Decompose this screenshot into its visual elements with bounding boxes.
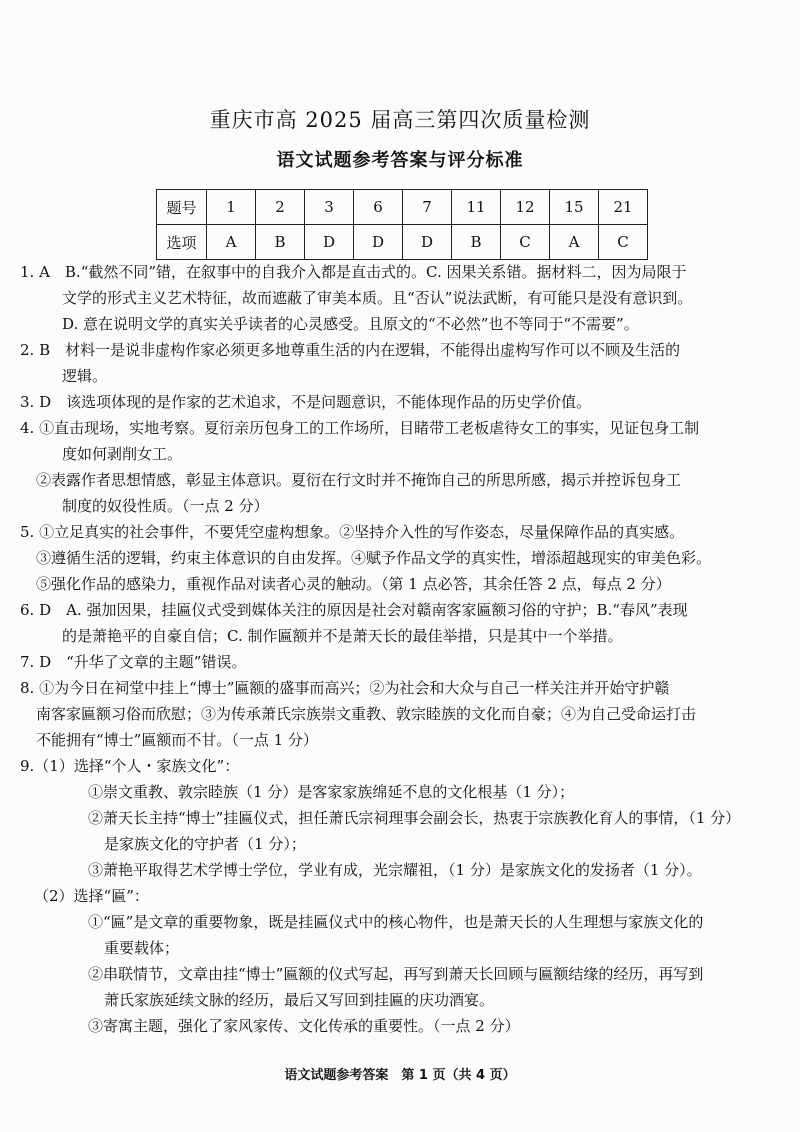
answer-line: 南客家匾额习俗而欣慰；③为传承萧氏宗族崇文重教、敦宗睦族的文化而自豪；④为自己受命运打击 bbox=[36, 705, 697, 723]
answer-line: （2）选择“匾”： bbox=[34, 887, 149, 905]
answer-line: 2. B 材料一是说非虚构作家必须更多地尊重生活的内在逻辑，不能得出虚构写作可以不顾及生活的 bbox=[20, 341, 681, 359]
answer-line: 6. D A. 强加因果，挂匾仪式受到媒体关注的原因是社会对赣南客家匾额习俗的守护；B.“春风”表现 bbox=[20, 601, 688, 619]
answer-line: ⑤强化作品的感染力，重视作品对读者心灵的触动。（第 1 点必答，其余任答 2 点，每点 2 分） bbox=[36, 575, 671, 593]
question-cell: 2 bbox=[256, 190, 305, 225]
answer-cell: B bbox=[256, 225, 305, 260]
answer-line: 的是萧艳平的自豪自信；C. 制作匾额并不是萧天长的最佳举措，只是其中一个举措。 bbox=[62, 627, 623, 645]
answer-line: ③寄寓主题，强化了家风家传、文化传承的重要性。（一点 2 分） bbox=[88, 1017, 520, 1035]
page-title: 重庆市高 2025 届高三第四次质量检测 bbox=[209, 108, 591, 132]
row-label-answer: 选项 bbox=[157, 225, 207, 260]
question-cell: 12 bbox=[501, 190, 550, 225]
answer-line: ②表露作者思想情感，彰显主体意识。夏衍在行文时并不掩饰自己的所思所感，揭示并控诉包身工 bbox=[36, 471, 682, 489]
answer-line: D. 意在说明文学的真实关乎读者的心灵感受。且原文的“不必然”也不等同于“不需要”。 bbox=[62, 315, 639, 333]
answer-cell: C bbox=[599, 225, 648, 260]
answer-line: ①崇文重教、敦宗睦族（1 分）是客家家族绵延不息的文化根基（1 分）； bbox=[88, 783, 575, 801]
question-cell: 7 bbox=[403, 190, 452, 225]
answer-line: 度如何剥削女工。 bbox=[62, 445, 183, 463]
answer-line: 萧氏家族延续文脉的经历，最后又写回到挂匾的庆功酒宴。 bbox=[104, 991, 495, 1009]
answer-line: ②串联情节，文章由挂“博士”匾额的仪式写起，再写到萧天长回顾与匾额结缘的经历，再写到 bbox=[88, 965, 704, 983]
answer-line: 7. D “升华了文章的主题”错误。 bbox=[20, 653, 247, 671]
answer-cell: D bbox=[305, 225, 354, 260]
answer-line: 9.（1）选择“个人・家族文化”： bbox=[20, 757, 240, 775]
question-cell: 6 bbox=[354, 190, 403, 225]
answer-line: 是家族文化的守护者（1 分）； bbox=[104, 835, 306, 853]
answer-line: 3. D 该选项体现的是作家的艺术追求，不是问题意识，不能体现作品的历史学价值。 bbox=[20, 393, 592, 411]
answer-line: 1. A B.“截然不同”错，在叙事中的自我介入都是直击式的。C. 因果关系错。据材料二，因为局限于 bbox=[20, 263, 687, 281]
row-label-question: 题号 bbox=[157, 190, 207, 225]
answer-line: ①“匾”是文章的重要物象，既是挂匾仪式中的核心物件，也是萧天长的人生理想与家族文化的 bbox=[88, 913, 704, 931]
question-cell: 3 bbox=[305, 190, 354, 225]
question-cell: 1 bbox=[207, 190, 256, 225]
answer-table bbox=[156, 189, 648, 260]
answer-line: 不能拥有“博士”匾额而不甘。（一点 1 分） bbox=[36, 731, 318, 749]
answer-line: 制度的奴役性质。（一点 2 分） bbox=[62, 497, 269, 515]
answer-line: 5. ①立足真实的社会事件，不要凭空虚构想象。②坚持介入性的写作姿态，尽量保障作品的真实感。 bbox=[20, 523, 685, 541]
answer-line: 重要载体； bbox=[104, 939, 180, 957]
question-number-row bbox=[157, 190, 648, 225]
question-cell: 11 bbox=[452, 190, 501, 225]
answer-cell: B bbox=[452, 225, 501, 260]
page-footer: 语文试题参考答案 第 1 页（共 4 页） bbox=[284, 1068, 516, 1083]
answer-cell: C bbox=[501, 225, 550, 260]
question-cell: 15 bbox=[550, 190, 599, 225]
answer-line: ③遵循生活的逻辑，约束主体意识的自由发挥。④赋予作品文学的真实性，增添超越现实的审美色彩。 bbox=[36, 549, 712, 567]
answer-row bbox=[157, 225, 648, 260]
question-cell: 21 bbox=[599, 190, 648, 225]
answer-cell: A bbox=[550, 225, 599, 260]
answer-line: 文学的形式主义艺术特征，故而遮蔽了审美本质。且“否认”说法武断，有可能只是没有意识到。 bbox=[62, 289, 693, 307]
answer-line: 8. ①为今日在祠堂中挂上“博士”匾额的盛事而高兴；②为社会和大众与自己一样关注并开始守护赣 bbox=[20, 679, 670, 697]
answer-cell: A bbox=[207, 225, 256, 260]
answer-line: 逻辑。 bbox=[62, 367, 108, 385]
answer-cell: D bbox=[354, 225, 403, 260]
answer-line: ②萧天长主持“博士”挂匾仪式，担任萧氏宗祠理事会副会长，热衷于宗族教化育人的事情，（1 分） bbox=[88, 809, 741, 827]
answer-cell: D bbox=[403, 225, 452, 260]
answer-line: 4. ①直击现场，实地考察。夏衍亲历包身工的工作场所，目睹带工老板虐待女工的事实，见证包身工制 bbox=[20, 419, 700, 437]
answer-line: ③萧艳平取得艺术学博士学位，学业有成，光宗耀祖，（1 分）是家族文化的发扬者（1 分）。 bbox=[88, 861, 702, 879]
page-subtitle: 语文试题参考答案与评分标准 bbox=[276, 150, 524, 171]
